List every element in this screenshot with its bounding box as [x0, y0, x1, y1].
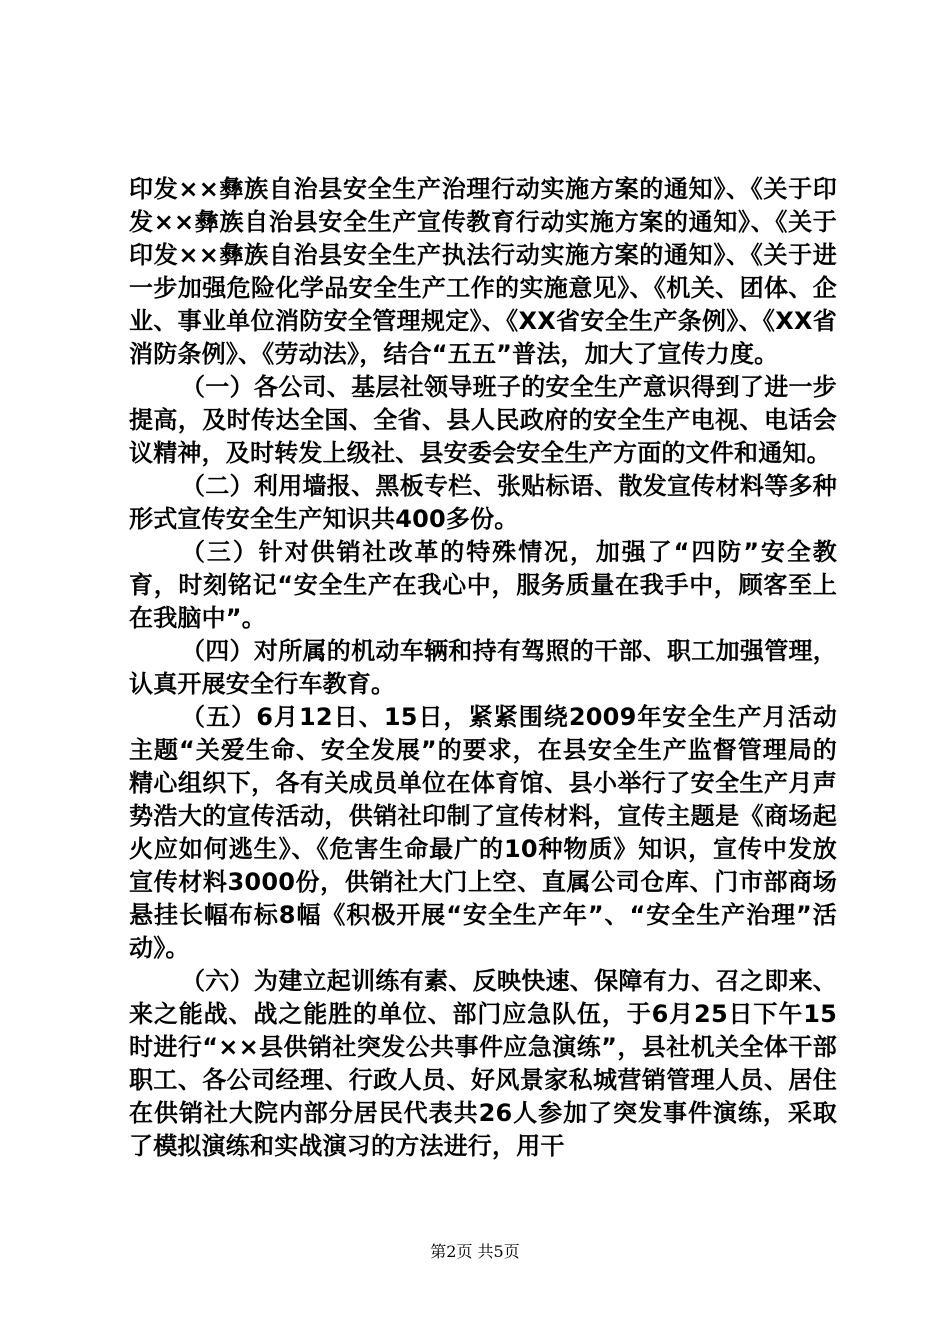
page-number: 第2页 共5页 [430, 1242, 520, 1261]
paragraph-6: （五）6月12日、15日，紧紧围绕2009年安全生产月活动主题“关爱生命、安全发展”的要求，在县安全生产监督管理局的精心组织下，各有关成员单位在体育馆、县小举行了安全生产月声势浩大的宣传活动，供销社印制了宣传材料，宣传主题是《商场起火应如何逃生》、《危害生命最广的10种物质》知识，宣传中发放宣传材料3000份，供销社大门上空、直属公司仓库、门市部商场悬挂长幅布标8幅《积极开展“安全生产年”、“安全生产治理”活动》。 [129, 703, 837, 962]
document-body [129, 173, 837, 1163]
paragraph-7: （六）为建立起训练有素、反映快速、保障有力、召之即来、来之能战、战之能胜的单位、部门应急队伍，于6月25日下午15时进行“××县供销社突发公共事件应急演练”，县社机关全体干部职工、各公司经理、行政人员、好风景家私城营销管理人员、居住在供销社大院内部分居民代表共26人参加了突发事件演练，采取了模拟演练和实战演习的方法进行，用干 [129, 967, 837, 1160]
paragraph-4: （三）针对供销社改革的特殊情况，加强了“四防”安全教育，时刻铭记“安全生产在我心中，服务质量在我手中，顾客至上在我脑中”。 [129, 538, 837, 632]
paragraph-5: （四）对所属的机动车辆和持有驾照的干部、职工加强管理，认真开展安全行车教育。 [129, 637, 837, 698]
paragraph-2: （一）各公司、基层社领导班子的安全生产意识得到了进一步提高，及时传达全国、全省、县人民政府的安全生产电视、电话会议精神，及时转发上级社、县安委会安全生产方面的文件和通知。 [129, 373, 837, 467]
page-footer [0, 1242, 950, 1262]
paragraph-1: 印发××彝族自治县安全生产治理行动实施方案的通知》、《关于印发××彝族自治县安全生产宣传教育行动实施方案的通知》、《关于印发××彝族自治县安全生产执法行动实施方案的通知》、《关于进一步加强危险化学品安全生产工作的实施意见》、《机关、团体、企业、事业单位消防安全管理规定》、《XX省安全生产条例》、《XX省消防条例》、《劳动法》，结合“五五”普法，加大了宣传力度。 [129, 175, 837, 368]
paragraph-3: （二）利用墙报、黑板专栏、张贴标语、散发宣传材料等多种形式宣传安全生产知识共400多份。 [129, 472, 837, 533]
